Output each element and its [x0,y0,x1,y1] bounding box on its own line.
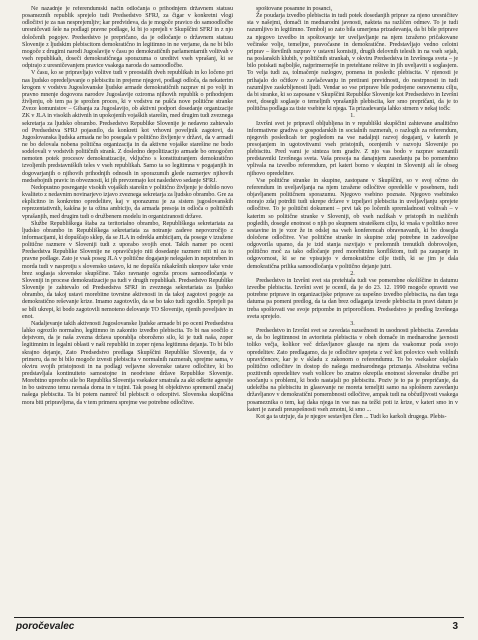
paragraph: Službe Republiškega štaba za teritorialno obrambo, Republiškega sekretariata za ljudsko obrambo in Republiškega sekretariata za notranje zadeve nepovzročijo z informacijami, ki dopuščajo sklep, da se JLA in odrekla ambicijam, da posege v izražene politične razmere v Sloveniji tudi z uporabo svojih enot. Takih namer po oceni Predsedstva Republike Slovenije ne opravičujejo niti dosedanje razmere niti ni za to pravne podlage. Zato je vsak poseg JLA v politične dogajanje nelegalen in nepotreben in morda tudi v nasprotju s slovensko ustavo, ki ne dopušča nikakršnih ukrepov take vrste brez soglasja slovenske skupščine. Tako ravnanje ogroža proces samoodločanja v Sloveniji in procese demokratizacije pa tudi v drugih republikah. Predsedstvo Republike Slovenije je zahtevalo od Predsedstva SFRJ in zveznega sekretariata za ljudsko obrambo, da takoj ustavi morebitne tovrstne aktivnosti in da takoj zagotovi pogoje za demokratično reševanje krize. Imamo zagotovilo, da se bo tako tudi zgodilo. Sprejeli pa se bili ukrepi, ki bodo zagotovili nemoteno delovanje TO Slovenije, njenih poveljstev in enot. [22,220,233,320]
footer-divider [14,617,464,618]
paragraph: Nadaljevanje takih aktivnosti Jugoslovanske ljudske armade bi po oceni Predsedstva lahko ogrozilo normalno, legitimno in zakonito izvedbo plebiscita. To bi nas soočilo z dejstvom, da je naša zvezna država uporablja oboroženo silo, ki je tudi naša, zoper legitimnim in legalni oblasti v naši republiki in zoper njena legitimna dejanja. To bi bilo skrajno dejanje, Zato Predsedstvo predlaga Skupščini Republike Slovenije, da v primeru, da ne bi bilo mogoče izvesti plebiscita v normalnih razmerah, sprejme sama, v okviru svojih pristojnosti in na podlagi veljavne slovenske ustave odločitev, ki bo predstavljala kontinuiteto samostojne in neodvisne države Republike Slovenije. Morebitno upreobo sile bo Republika Slovenija vsekakor smatrala za akt odkrite agresije in bo ustrezno temu ravnala doma in v tujini. Tak poseg bi objektivno spremenil značaj našega plebiscita. Ta bi potem namreč bil plebiscit o odcepitvi. Slovenska skupščina mora biti pripravljena, da v tem primeru sprejme vse potrebne odločitve. [22,320,233,406]
publication-name: poročevalec [16,621,75,632]
left-text-column [22,6,233,610]
paragraph: Vse politične stranke in skupine, zastopane v Skupščini, so v svoj očrno do referendum in uveljavljanja na njem izražene odločitve opredelile v posebnem, tudi objavljanem političnem sporazumu. Njegovo vsebino poznate. Njegovo vsebinsko morajo zdaj potrditi tudi ukrepe države v izpeljavi plebiscita in uveljavljanju sprejete odločitve. To je politični dokument – prvi tak po ločenih spremladnosti volitvah – v katerim so politične stranke v Sloveniji, ob vseh razlikah v pristopih in različnih pogledih, dosegle enotnost o njih po skupnem strateškem cilju, ki vnaša v politiko nove sestavine in je vzor že in odslej na vseh konferencah obravnavanih, ki bo dosegla določene odločitve. Vse politične stranke in skupine zdaj potrebne in zadovoljne odgovorila upamo, da je izid stanja razvijajo v prelomnih trenutkih dobrovoljen, politično moč za tako odločanje pred morebitnim konfliktom, tudi pa zaupanje in odgovornost, ki se ne vpisujejo v demokratične cilje tistih, ki se jim je dala demokratična prilika samoodločanja v politično dejanje jutri. [247,177,458,270]
page-number: 3 [452,621,458,632]
paragraph: V času, ko se pripravljajo volitve tudi v preostalih dveh republikah in ko ločeno pri nas ljudsko opredeljevanje o plebiscitu in prejeme njegovi, podlagi odloča, da nekaterim krogom v vodstvu Jugoslovanske ljudske armade demokratičnih razprav ni po volji in pravno mnenje dogovora narodov Jugoslavije oziroma njihovih republik o prihodnjem življenju, ob tem pa je sprožen proces, ki v vodstvu ne pušča nove politične stranke Zveze komunistov – Gibanja za Jugoslavijo, ob aktivni podpori dosedanje organizacije ZK v JLA in visokih aktivnih in upokojenih vojaških starešin, med drugim tudi zveznega sekretarja za ljudsko obrambo. Predsedstvo Republike Slovenije je nedavno zahtevalo od Predsedstva SFRJ pojasnilo, da konkreti kot vrhovni poveljnik zagotovi, da Jugoslovanska ljudska armada ne bo posegala v politično življenje v državi, da v armadi ne bo delovala nobena politična organizacija in da aktivne vojaške starešine ne bodo sodelovali v vodstvih političnih strank. Z dosledno depolitizacijo armade bo omogočen nemoten potek procesov demokratizacije, vključno s konstituiranjem demokratično izvoljenih predstavniških teles v vseh republikah. Samo ta so legitimna v pogajanjih in dogovarjanjih o njihovih prihodnjih odnosih in sporazumih glede razmerjev njihovih medsebojnih pravic in obveznosti, ki jih prevzemajo kot nasledstvo sedanje SFRJ. [22,70,233,184]
paragraph: Ne nazadnje je referendumski način odločanja o prihodnjem državnem statusu posameznih republik sprejelo tudi Predsedstvo SFRJ, za čigar v konkretni vlogi odločitvi je za nas nesprejemljiv; kar predvideva, da je mogoče pravico do samoodločbe uresničevati šele na podlagi pravne podlage, ki bi jo sprejeli v Skupščini SFRJ in z njo določenih pogojev. Predsedstvo je prepričano, da je odločanje o državnem statusu Slovenije z ljudskim plebiscitom demokratično in legitimno in ne verjame, da ne bi bilo mogoče z drugimi narodi Jugoslavije v času po demokratičnih parlamentarnih volitvah v vseh republikah, doseči demokratičnega sporazuma o ureditvi vseh vprašanj, ki se odpirajo z uresničevanjem pravice vsakega naroda do samoodločbe. [22,6,233,70]
paragraph: Kot ga ta utrjuje, da je njegov sestavljen člen ... Tudi ko karkoli drugega. Plebis- [256,413,447,420]
right-text-column [247,6,458,610]
section-number: 1. [350,113,355,120]
section-number: 3. [350,320,355,327]
paragraph: Nedopustno posreganje visokih vojaških starešin v politično življenje je dobilo novo kvaliteto z nedavnim novinarjevo izjavo zveznega sekretarja za ljudsko obrambo. Gre za ekplicitno in konkretno opredelitev, kaj v sporazumu je za sistem jugoslovanskih reprezentativnih, kakšna je ta ožina ambicijo, da armada presoja in odloča o političnih vprašanjih, med drugim tudi o družbenem modelu in organiziranosti države. [22,184,233,220]
paragraph: Izvršni svet je pripravil obljubljena in v republiški skupščini zahtevane analitično informativne gradiva o gospodarskih in socialnih razmerah, o razlogih za referendum, njegovih posledicah ter pogledom na vse nadaljnji razvoj dogajanj, v katerih je presojanjem in ugotovitvami vseh pristojnih, ocenjenih v razvoju Slovenije po plebiscitu. Pred vami je sinteza tem gradiv. Z njo vas bodo v razprav seznanili predstavniki Izvršnega sveta. Vaša presoja na danajnjem zasedanju pa bo pomembno vplivala na izvedbo referendum, pri kateri bomo v skupini in Sloveniji ali še obseg njihovo opredelitev. [247,120,458,177]
paragraph: Predsedstvo in Izvršni svet se zavedata razsežnosti in usodnosti plebiscita. Zavedata se, da bo legitimnost in avtoriteta plebiscita v obeh domače in mednarodne javnosti toliko večja, kolikor več državljanov glasuje na njem da vsakomur poda svojo opredelitev. Zato predlagamo, da je odločitev sprejeta z več kot polovico vseh volilnih upravičencev, kar je v skladu z zakonom o referendumu. To bo vsekakor olajšalo politično odločitev in dostop do našega mednarodnega priznanja. Absolutna večina pozitivnih opredelitev vseh volilcev bo znatno okrepila enotnost slovenske družbe pri soočanju s problemi, ki bodo nastajali po plebiscitu. Poziv je to pa je prepričanje, da udeležba na plebiscitu in glasovanje ne moreta temeljiti samo na splošnem zavedanju državljanov v demokratični pomembnosti odločitve, ampak tudi na občutljivosti vsakega posameznika o tem, kaj daka njega in vse nas na težki poti iz krize, v kateri smo in v kateri je zaradi preuspešnosti vseh zmotni, ki smo ... [247,328,458,413]
paragraph: Že poudarja izvedbo plebiscita in tudi potek dosedanjih priprav za njeno uresničitev sta v našejmi, domači in mednarodni javnosti, nakteta na različen odmev. To je tudi razumljivo in legitimno. Tembolj so zato bila umerjena prizadevanja, da bi bile priprave za njegovo izvedbo in spoštovanje ter uveljavljanje na njem izraženo pričakovane večinske volje, temeljne, pravočasne in demokratične. Predstavljajo vedno celotni priprav – številnih razprav v ustavni komisiji, drugih delovnih telesih in na vseh sejah, na poslanskih klubih, v političnih strankah, v okviru Predsedstva in Izvršnega sveta – je bilo poiskati najboljše, najprimernejše in pretehtane rešitve in jih uveljaviti s soglasjem. To velja tudi za, tolmačenje razlogov, pomena in posledic plebiscita. V njenosti je prihajalo do očitkov o zavlačevanju in pretirani previdnosti, do nestrpnosti in tudi razumljive zaskrbljenosti ljudi. Vendar so vse priprave bile podrejene osnovnemu cilju, da bi stranke, ki so zaposane v Skupščini Republike Slovenije kot Predsedstvo in Izvršni svet, dosegli soglasje o temeljnih vprašanjih plebiscita, ker smo prepričani, da je to politična podlaga za tiste vsebine ki njega. Ta prizadevanja lahko strnem v nekaj točk: [247,13,458,113]
paragraph: Predsedstvo in Izvršni svet sta pretehtala tudi vse pomembne okoliščine in datumu izvedbe plebiscita. Izvršni svet je ocenil, da je do 23. 12. 1990 mogoče opraviti vse potrebne priprave in organizacijske priprave za uspešno izvedbo plebiscita, na dan tega datuma pa pomeni predlog, da ta dan brez odlaganja izvede plebiscita in pravi datum je treba spoštovati vse svoje pripombe in priporočilom. Predsedstvo je predlog Izvršnega sveta sprejelo. [247,277,458,320]
paragraph: spoštovane posamne in posanci, [256,6,333,12]
section-number: 2. [350,270,355,277]
